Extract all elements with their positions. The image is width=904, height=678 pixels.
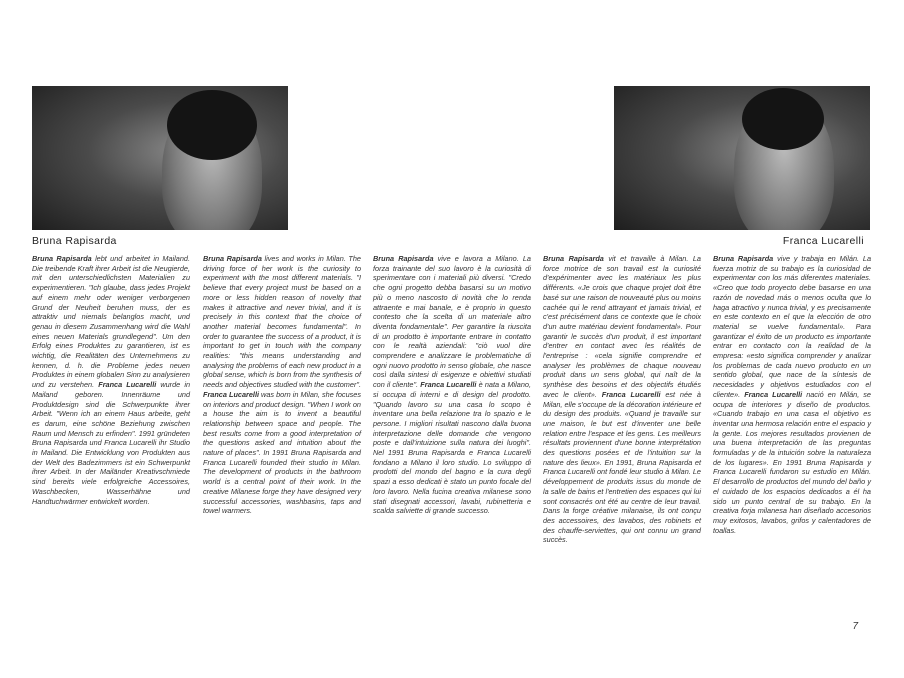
paragraph <box>32 254 190 506</box>
text-segment: vive y trabaja en Milán. La fuerza motriz de su trabajo es la curiosidad de experimentar con los más diferentes materiales. «Creo que todo proyecto debe basarse en una razón de novedad más o menos oculta que lo haga atractivo y nunca trivial, y es precisamente en este contexto en el que la elección de otro material se vuelve fundamental». Para garantizar el éxito de un producto es importante entrar en contacto con la realidad de la empresa: «esto significa comprender y analizar los problemas de cada nuevo producto en un sentido global, que nace de la síntesis de necesidades y objetivos estudiados con el cliente». <box>713 254 871 399</box>
portrait-photo-bruna-rapisarda <box>32 86 288 230</box>
bold-name: Bruna Rapisarda <box>32 254 92 263</box>
bold-name: Franca Lucarelli <box>98 380 157 390</box>
bold-name: Bruna Rapisarda <box>713 254 774 263</box>
text-segment: nació en Milán, se ocupa de interiores y diseño de productos. «Cuando trabajo en una casa el objetivo es inventar una hermosa relación entre el espacio y la gente. Los mejores resultados provienen de una buena interpretación de las preguntas formuladas y de la intuición sobre la naturaleza de los lugares». En 1991 Bruna Rapisarda y Franca Lucarelli fundaron su estudio en Milán. El desarrollo de productos del mundo del baño y el cuidado de los espacios dedicados a él ha sido un punto central de su trabajo. En la creativa forja milanesa han diseñado accesorios muy exitosos, lavabos, grifos y calentadores de toallas. <box>713 389 871 535</box>
bold-name: Franca Lucarelli <box>420 380 477 390</box>
text-column-spanish <box>713 254 871 535</box>
text-segment: wurde in Mailand geboren. Innenräume und Produktdesign sind die Schwerpunkte ihrer Arbeit. "Wenn ich an einem Haus arbeite, geht es darum, eine schöne Beziehung zwischen Raum und Mensch zu erfinden". 1991 gründeten Bruna Rapisarda und Franca Lucarelli ihr Studio in Mailand. Die Entwicklung von Produkten aus der Welt des Badezimmers ist ein Schwerpunkt ihrer Arbeit. In der Mailänder Kreativschmiede sind bereits viele erfolgreiche Accessoires, Waschbecken, Wasserhähne und Handtuchwärmer entwickelt worden. <box>32 380 190 506</box>
bold-name: Bruna Rapisarda <box>203 254 262 263</box>
caption-name-right: Franca Lucarelli <box>782 235 864 247</box>
text-column-french <box>543 254 701 545</box>
text-column-german <box>32 254 190 506</box>
portrait-photo-franca-lucarelli <box>614 86 870 230</box>
caption-name-left: Bruna Rapisarda <box>32 235 117 247</box>
paragraph <box>203 254 361 516</box>
bold-name: Bruna Rapisarda <box>543 254 604 263</box>
page-number: 7 <box>852 621 858 632</box>
text-column-italian <box>373 254 531 516</box>
text-segment: è nata a Milano, si occupa di interni e di design del prodotto. "Quando lavoro su una casa lo scopo è inventare una bella relazione tra lo spazio e le persone. I migliori risultati nascono dalla buona interpretazione delle domande che vengono poste e dall'intuizione sulla natura dei luoghi". Nel 1991 Bruna Rapisarda e Franca Lucarelli fondano a Milano il loro studio. Lo sviluppo di prodotti del mondo del bagno e la cura degli spazi a esso dedicati è stato un punto focale del loro lavoro. Nella fucina creativa milanese sono stati disegnati accessori, lavabi, rubinetteria e scalda salviette di grande successo. <box>373 380 531 516</box>
bold-name: Franca Lucarelli <box>744 389 803 399</box>
text-segment: lebt und arbeitet in Mailand. Die treibende Kraft ihrer Arbeit ist die Neugierde, mit den unterschiedlichsten Materialien zu experimentieren. "Ich glaube, dass jedes Projekt auf einem mehr oder weniger verborgenen Grund der Neuheit beruhen muss, der es attraktiv und niemals belanglos macht, und genau in diesem Zusammenhang wird die Wahl eines neuen Materials grundlegend". Um den Erfolg eines Produktes zu garantieren, ist es wichtig, die Realitäten des Unternehmens zu kennen, d. h. die Probleme jedes neuen Produktes in einem globalen Sinn zu analysieren und zu verstehen. <box>32 254 190 390</box>
bold-name: Franca Lucarelli <box>203 389 259 399</box>
text-segment: was born in Milan, she focuses on interiors and product design. "When I work on a house the aim is to invent a beautiful relationship between space and people. The best results come from a good interpretation of the questions asked and intuition about the nature of places". In 1991 Bruna Rapisarda and Franca Lucarelli founded their studio in Milan. The development of products in the bathroom world is a central point of their work. In the creative Milanese forge they have designed very successful accessories, washbasins, taps and towel warmers. <box>203 389 361 516</box>
paragraph <box>713 254 871 535</box>
text-column-english <box>203 254 361 516</box>
portrait-hair <box>167 90 257 160</box>
portrait-hair <box>742 88 824 150</box>
paragraph <box>373 254 531 516</box>
text-segment: lives and works in Milan. The driving force of her work is the curiosity to experiment with the most different materials. "I believe that every project must be based on a more or less hidden reason of novelty that makes it attractive and never trivial, and it is precisely in this context that the choice of another material becomes fundamental". In order to guarantee the success of a product, it is important to get in touch with the company realities: "this means understanding and analysing the problems of each new product in a global sense, which is born from the synthesis of needs and objectives studied with the customer". <box>203 254 361 390</box>
paragraph <box>543 254 701 545</box>
bold-name: Bruna Rapisarda <box>373 254 434 263</box>
text-segment: vit et travaille à Milan. La force motrice de son travail est la curiosité d'expérimenter avec les matériaux les plus différents. «Je crois que chaque projet doit être basé sur une raison de nouveauté plus ou moins cachée qui le rend attrayant et jamais trivial, et c'est précisément dans ce contexte que le choix d'un autre matériau devient fondamental». Pour garantir le succès d'un produit, il est important d'entrer en contact avec les réalités de l'entreprise : «cela signifie comprendre et analyser les problèmes de chaque nouveau produit dans un sens global, qui naît de la synthèse des besoins et des objectifs étudiés avec le client». <box>543 254 701 399</box>
text-segment: vive e lavora a Milano. La forza trainante del suo lavoro è la curiosità di sperimentare con i materiali più diversi. "Credo che ogni progetto debba basarsi su un motivo più o meno nascosto di novità che lo renda attraente e mai banale, e è proprio in questo contesto che la scelta di un materiale altro diventa fondamentale". Per garantire la riuscita di un prodotto è importante entrare in contatto con le realtà aziendali: "ciò vuol dire comprendere e analizzare le problematiche di ogni nuovo prodotto in senso globale, che nasce così dalla sintesi di esigenze e obiettivi studiati con il cliente". <box>373 254 531 390</box>
text-segment: est née à Milan, elle s'occupe de la décoration intérieure et du design des produits. «Quand je travaille sur une maison, le but est d'inventer une belle relation entre l'espace et les gens. Les meilleurs résultats proviennent d'une bonne interprétation des questions posées et de l'intuition sur la nature des lieux». En 1991, Bruna Rapisarda et Franca Lucarelli ont fondé leur studio à Milan. Le développement de produits issus du monde de la salle de bains et l'entretien des espaces qui lui sont consacrés ont été au centre de leur travail. Dans la forge créative milanaise, ils ont conçu des accessoires, des lavabos, des robinets et des chauffe-serviettes, qui ont connu un grand succès. <box>543 389 701 545</box>
bold-name: Franca Lucarelli <box>601 389 661 399</box>
